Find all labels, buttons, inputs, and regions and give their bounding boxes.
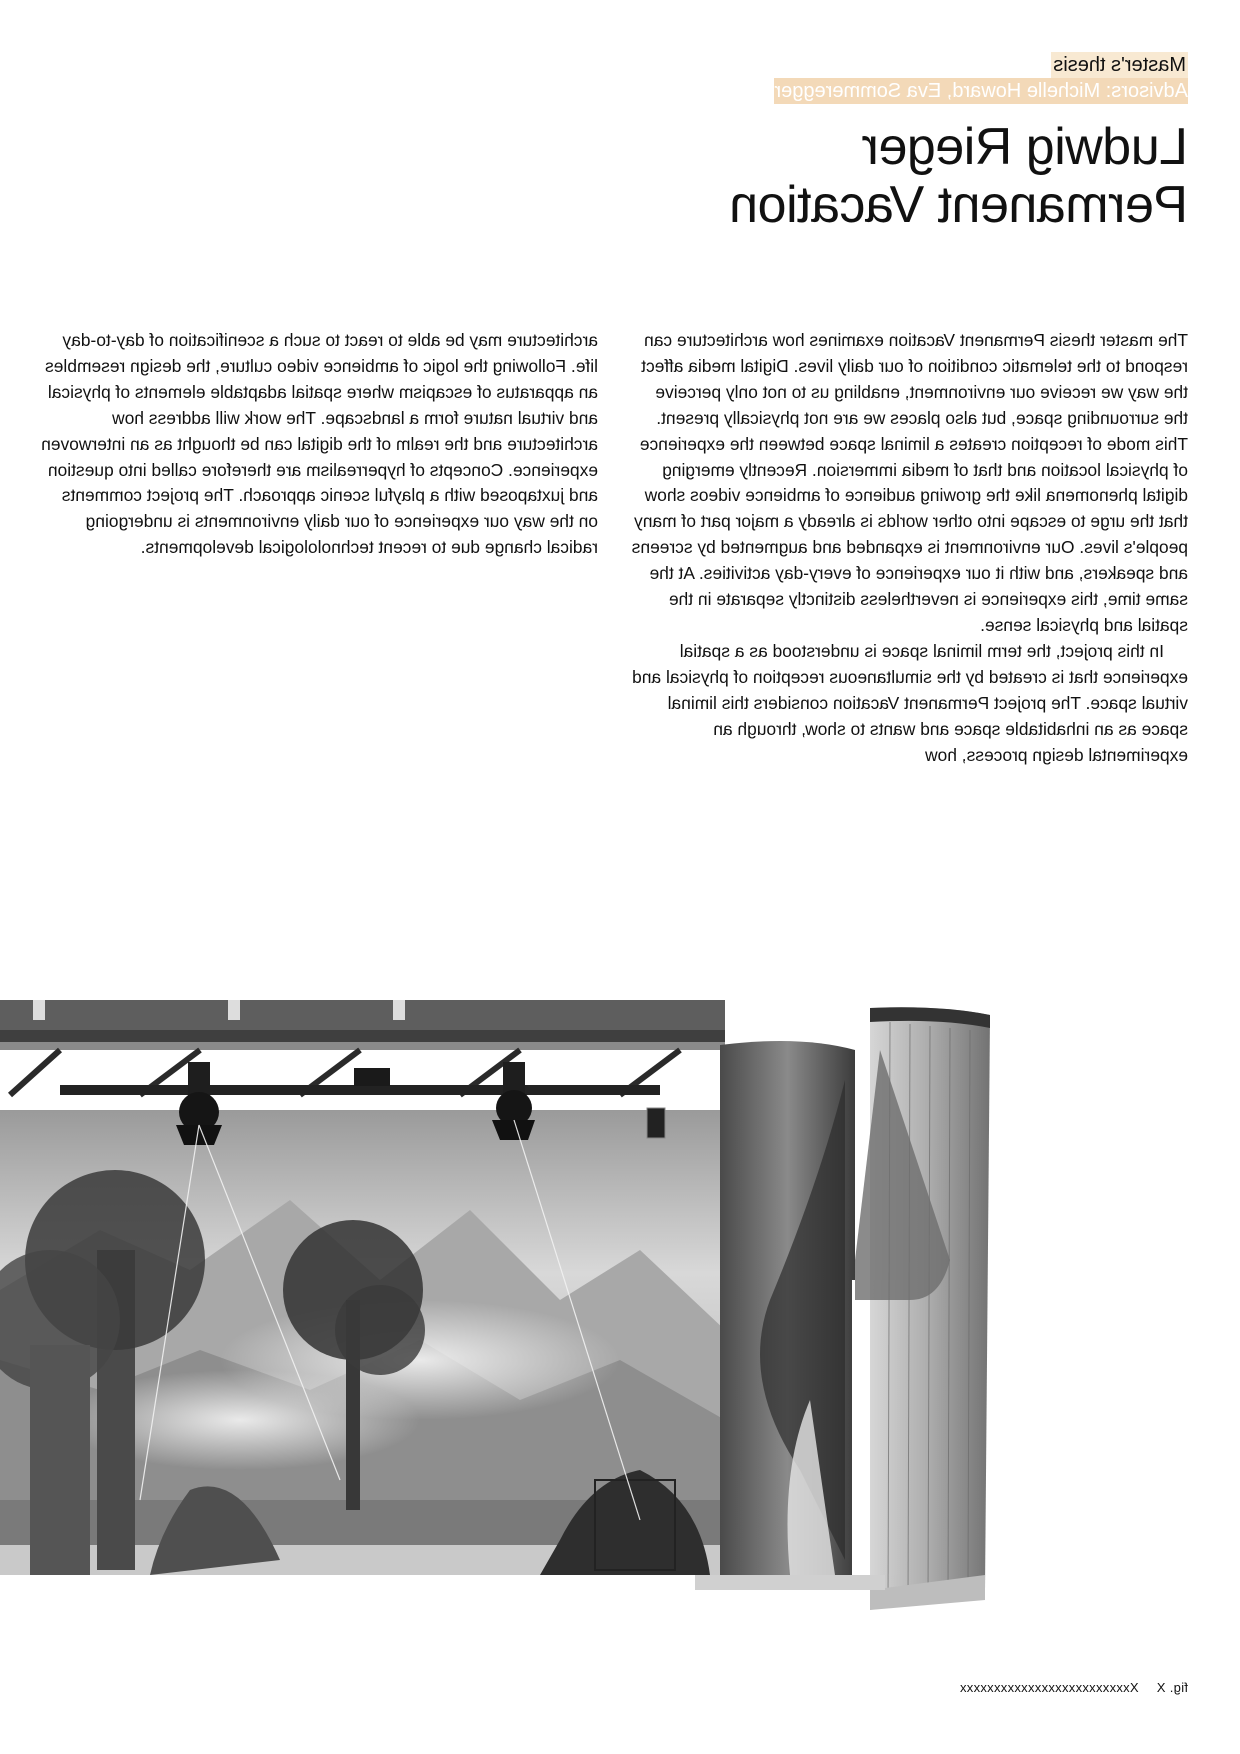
figure-caption — [960, 1680, 1188, 1695]
body-paragraph: In this project, the term liminal space is understood as a spatial experience that is created by the simultaneous reception of physical and virtual space. The project Permanent Vacation considers this liminal space as an inhabitable space and wants to show, through an experimental design process, how — [632, 640, 1188, 765]
figure-number: fig. X — [1156, 1680, 1188, 1695]
spotlight-icon — [354, 1068, 390, 1086]
body-column-left — [628, 328, 1188, 768]
scenography-illustration — [0, 1000, 1240, 1620]
caption-text: Xxxxxxxxxxxxxxxxxxxxxxxxxx — [959, 1680, 1139, 1695]
advisors-label: Advisors: Michelle Howard, Eva Sommeregger — [774, 80, 1188, 102]
body-paragraph: The master thesis Permanent Vacation examines how architecture can respond to the telematic condition of our daily lives. Digital media affect the way we receive our environment, enabling us to not only perceive the surrounding space, but also places we are not physically present. This mode of reception creates a liminal space between the experience of physical location and that of media immersion. Recently emerging digital phenomena like the growing audience of ambience videos show that the urge to escape into other worlds is already a major part of many people's lives. Our environment is expanded and augmented by screens and speakers, and with it our experience of every-day activities. At the same time, this experience is nevertheless distinctly separate in the spatial and physical sense. — [631, 330, 1188, 635]
body-column-right — [38, 328, 598, 561]
project-title: Permanent Vacation — [729, 176, 1188, 234]
page-title — [730, 118, 1188, 234]
spotlight-icon — [492, 1062, 535, 1140]
curved-screen — [720, 1041, 855, 1575]
body-paragraph: architecture may be able to react to such a scenification of day-to-day life. Following the logic of ambience video culture, the design resembles an apparatus of escapism where spatial adaptable elements of physical and virtual nature form a landscape. The work will address how architecture and the realm of the digital can be thought as an interwoven experience. Concepts of hyperrealism are therefore called into question and juxtaposed with a playful scenic approach. The project comments on the way our experience of our daily environments is undergoing radical change due to recent technolological developments. — [41, 330, 598, 558]
spotlight-icon — [176, 1062, 222, 1145]
landscape-screen — [0, 1110, 725, 1575]
author-name: Ludwig Rieger — [862, 118, 1188, 176]
thesis-type-label: Master's thesis — [1053, 54, 1186, 76]
spotlight-icon — [647, 1108, 665, 1138]
thesis-header — [775, 52, 1189, 104]
